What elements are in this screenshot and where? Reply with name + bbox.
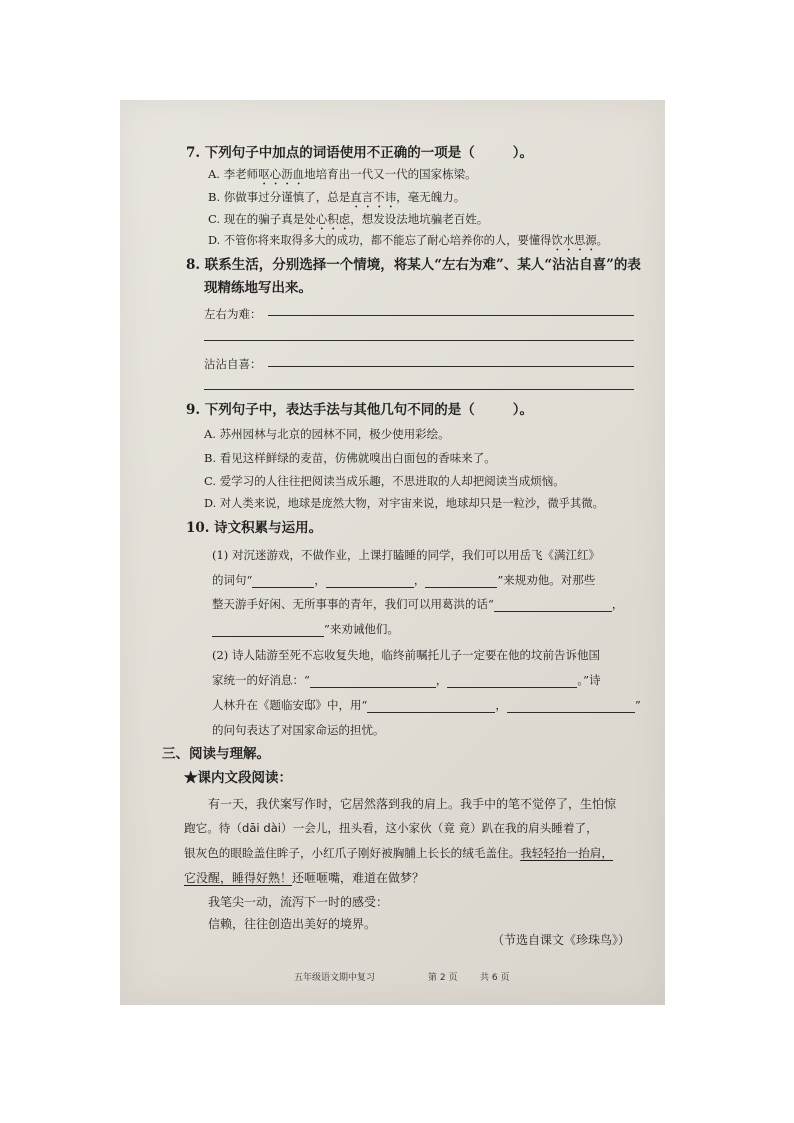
q10-blank-3[interactable] (425, 574, 497, 588)
q8-answer-line-1[interactable] (268, 315, 634, 316)
q7-option-b: B. 你做事过分谨慎了，总是直言不讳，毫无魄力。 (208, 190, 466, 204)
q7-stem: 7. 下列句子中加点的词语使用不正确的一项是（ ）。 (186, 145, 534, 161)
q7-option-d: D. 不管你将来取得多大的成功，都不能忘了耐心培养你的人，要懂得饮水思源。 (208, 234, 608, 247)
q10-part1-line2: 的词句“ ， ， ”来规劝他。对那些 (212, 573, 596, 587)
footer-course: 五年级语文期中复习 (294, 973, 376, 983)
q8-stem-line2: 现精练地写出来。 (204, 280, 312, 296)
q9-option-b: B. 看见这样鲜绿的麦苗，仿佛就嗅出白面包的香味来了。 (204, 451, 496, 465)
passage-line-1: 有一天，我伏案写作时，它居然落到我的肩上。我手中的笔不觉停了，生怕惊 (208, 797, 617, 811)
q10-part1-line1: (1) 对沉迷游戏，不做作业，上课打瞌睡的同学，我们可以用岳飞《满江红》 (212, 548, 600, 562)
passage-line-2: 跑它。待（dāi dài）一会儿，扭头看，这小家伙（竟 竟）趴在我的肩头睡着了， (184, 821, 598, 835)
q8-label-zhanzhanzixi: 沾沾自喜： (204, 357, 262, 371)
passage-source: （节选自课文《珍珠鸟》） (492, 933, 631, 947)
passage-line-6: 信赖，往往创造出美好的境界。 (208, 917, 377, 931)
passage-line-3: 银灰色的眼睑盖住眸子，小红爪子刚好被胸脯上长长的绒毛盖住。我轻轻抬一抬肩， (184, 846, 613, 860)
q10-blank-6[interactable] (310, 674, 436, 688)
q9-option-a: A. 苏州园林与北京的园林不同，极少使用彩绘。 (204, 427, 450, 441)
q10-part1-line4: ”来劝诫他们。 (212, 621, 399, 637)
q10-part2-line4: 的问句表达了对国家命运的担忧。 (212, 723, 385, 737)
q10-blank-2[interactable] (326, 574, 414, 588)
q10-part2-line1: (2) 诗人陆游至死不忘收复失地，临终前嘱托儿子一定要在他的坟前告诉他国 (212, 648, 600, 662)
section-3-title: 三、阅读与理解。 (162, 746, 270, 762)
q10-blank-9[interactable] (507, 699, 635, 713)
q8-answer-line-3[interactable] (268, 366, 634, 367)
q10-blank-4[interactable] (494, 598, 612, 612)
q10-blank-7[interactable] (447, 674, 577, 688)
q8-label-zuoyouweinan: 左右为难： (204, 307, 262, 321)
q10-blank-8[interactable] (367, 699, 495, 713)
passage-line-5: 我笔尖一动，流泻下一时的感受： (208, 895, 389, 909)
q10-blank-5[interactable] (212, 623, 324, 637)
q8-stem-line1: 8. 联系生活，分别选择一个情境，将某人“左右为难”、某人“沾沾自喜”的表 (186, 257, 641, 273)
q8-answer-line-2[interactable] (204, 340, 634, 341)
q10-part1-line3: 整天游手好闲、无所事事的青年，我们可以用葛洪的话“ ， (212, 597, 624, 611)
q7-option-a: A. 李老师呕心沥血地培育出一代又一代的国家栋梁。 (208, 167, 477, 181)
star-icon: ★ (184, 770, 198, 786)
section-3-subtitle: ★课内文段阅读： (184, 770, 292, 786)
exam-page-photo (120, 100, 665, 1005)
q8-answer-line-4[interactable] (204, 389, 634, 390)
q10-title: 10. 诗文积累与运用。 (186, 520, 323, 536)
footer-page-total: 共 6 页 (480, 973, 510, 983)
q9-option-c: C. 爱学习的人往往把阅读当成乐趣，不思进取的人却把阅读当成烦恼。 (204, 474, 565, 488)
passage-line-4: 它没醒，睡得好熟！还咂咂嘴，难道在做梦？ (184, 871, 425, 885)
q10-blank-1[interactable] (252, 574, 314, 588)
q10-part2-line2: 家统一的好消息：“ ， 。”诗 (212, 673, 601, 687)
footer-page-number: 第 2 页 (428, 973, 458, 983)
q7-option-c: C. 现在的骗子真是处心积虑，想发设法地坑骗老百姓。 (208, 212, 489, 226)
q9-stem: 9. 下列句子中，表达手法与其他几句不同的是（ ）。 (186, 402, 534, 418)
q9-option-d: D. 对人类来说，地球是庞然大物，对宇宙来说，地球却只是一粒沙，微乎其微。 (204, 497, 604, 510)
q10-part2-line3: 人林升在《题临安邸》中，用“ ， ” (212, 698, 641, 712)
